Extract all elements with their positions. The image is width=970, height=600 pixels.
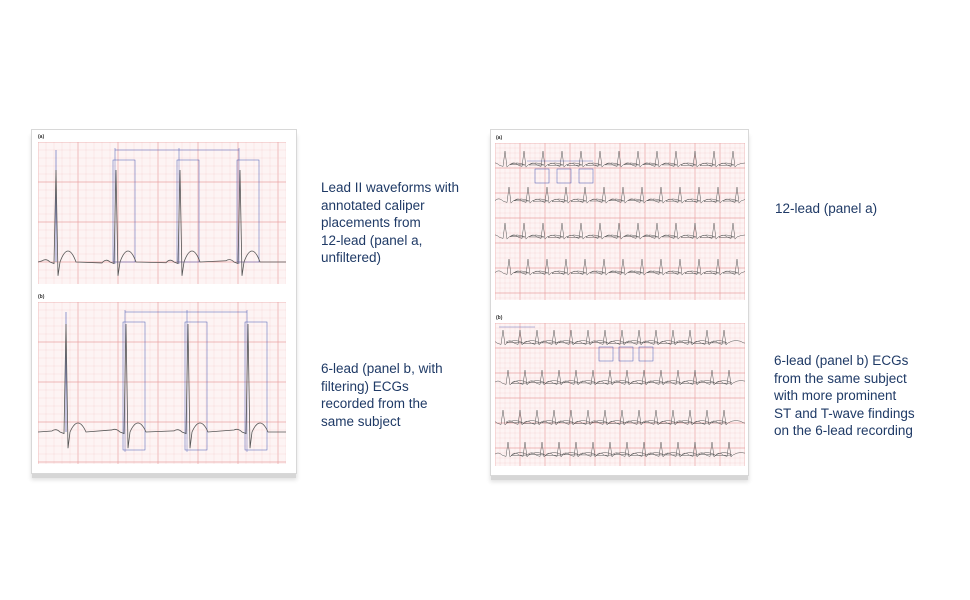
six-lead-panel-b-plot — [495, 323, 745, 466]
lead-ii-panel-a-plot — [38, 142, 286, 284]
twelve-six-lead-figure-card — [490, 129, 749, 476]
panel-a-label: (a) — [38, 134, 45, 140]
panel-b-label: (b) — [38, 294, 45, 300]
caption-twelve-lead-panel-a: 12-lead (panel a) — [775, 201, 878, 216]
lead-ii-figure-card — [31, 129, 297, 474]
caption-six-lead-panel-b: 6-lead (panel b) ECGs from the same subject with more prominent ST and T-wave findings on the 6-lead recording — [774, 353, 915, 438]
caption-six-lead-filtered: 6-lead (panel b, with filtering) ECGs recorded from the same subject — [321, 361, 443, 429]
panel-a-label: (a) — [496, 135, 503, 141]
lead-ii-panel-b-plot — [38, 302, 286, 464]
caption-lead-ii-waveforms: Lead II waveforms with annotated caliper placements from 12-lead (panel a, unfiltered) — [321, 180, 460, 265]
twelve-lead-panel-a-plot — [495, 143, 745, 300]
panel-b-label: (b) — [496, 315, 503, 321]
